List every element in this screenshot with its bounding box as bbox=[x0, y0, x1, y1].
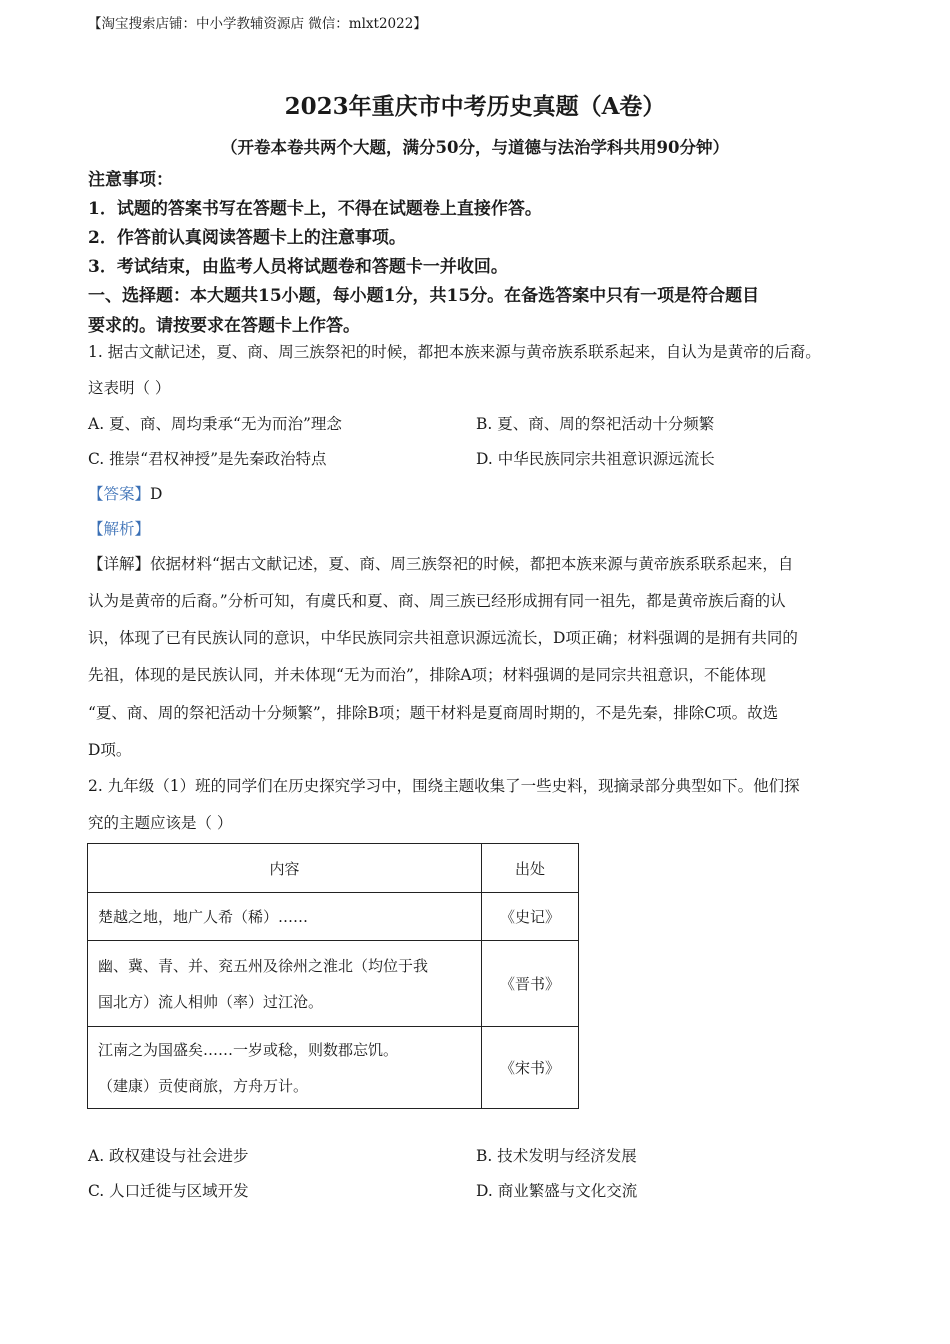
q2-option-c: C. 人口迁徙与区域开发 bbox=[88, 1182, 249, 1200]
table-cell-source: 《宋书》 bbox=[481, 1027, 578, 1109]
cell-text: （建康）贡使商旅，方舟万计。 bbox=[98, 1076, 309, 1095]
q1-stem: 这表明（ ） bbox=[88, 379, 171, 397]
page-subtitle: （开卷本卷共两个大题，满分50分，与道德与法治学科共用90分钟） bbox=[221, 138, 729, 157]
page-title: 2023年重庆市中考历史真题（A卷） bbox=[284, 93, 666, 120]
notice-item: 2．作答前认真阅读答题卡上的注意事项。 bbox=[88, 228, 406, 248]
cell-text: 江南之为国盛矣……一岁或稔，则数郡忘饥。 bbox=[98, 1040, 399, 1059]
table-cell-content bbox=[88, 893, 482, 941]
table-row bbox=[88, 941, 579, 1027]
section-instruction: 要求的。请按要求在答题卡上作答。 bbox=[88, 316, 360, 336]
answer-tag: 【答案】 bbox=[88, 485, 151, 503]
table-cell-content bbox=[88, 941, 482, 1027]
q2-option-b: B. 技术发明与经济发展 bbox=[476, 1147, 637, 1165]
section-instruction: 一、选择题：本大题共15小题，每小题1分，共15分。在备选答案中只有一项是符合题目 bbox=[88, 286, 760, 306]
analysis-tag: 【解析】 bbox=[88, 520, 151, 538]
cell-text: 幽、冀、青、并、兖五州及徐州之淮北（均位于我 bbox=[98, 956, 429, 975]
q1-option-b: B. 夏、商、周的祭祀活动十分频繁 bbox=[476, 415, 715, 433]
q1-detail-line: 先祖，体现的是民族认同，并未体现“无为而治”，排除A项；材料强调的是同宗共祖意识，不能体现 bbox=[88, 666, 767, 684]
q2-option-d: D. 商业繁盛与文化交流 bbox=[476, 1182, 638, 1200]
notice-item: 3．考试结束，由监考人员将试题卷和答题卡一并收回。 bbox=[88, 257, 508, 277]
table-header-source: 出处 bbox=[481, 844, 578, 893]
q1-option-a: A. 夏、商、周均秉承“无为而治”理念 bbox=[88, 415, 342, 433]
q1-detail-line: 识，体现了已有民族认同的意识，中华民族同宗共祖意识源远流长，D项正确；材料强调的是拥有共同的 bbox=[88, 629, 798, 647]
source-table bbox=[87, 843, 579, 1109]
header-note: 【淘宝搜索店铺：中小学教辅资源店 微信：mlxt2022】 bbox=[88, 16, 427, 32]
cell-text: 楚越之地，地广人希（稀）…… bbox=[98, 907, 309, 926]
notice-item: 1．试题的答案书写在答题卡上，不得在试题卷上直接作答。 bbox=[88, 199, 542, 219]
q1-option-d: D. 中华民族同宗共祖意识源远流长 bbox=[476, 450, 715, 468]
answer-value: D bbox=[150, 485, 163, 503]
q2-stem: 2. 九年级（1）班的同学们在历史探究学习中，围绕主题收集了一些史料，现摘录部分典型如下。他们探 bbox=[88, 777, 800, 795]
q2-stem: 究的主题应该是（ ） bbox=[88, 814, 233, 832]
q1-detail-line: “夏、商、周的祭祀活动十分频繁”，排除B项；题干材料是夏商周时期的，不是先秦，排除C项。故选 bbox=[88, 704, 779, 722]
notice-heading: 注意事项： bbox=[88, 170, 173, 190]
table-cell-content bbox=[88, 1027, 482, 1109]
table-row bbox=[88, 893, 579, 941]
q1-stem: 1. 据古文献记述，夏、商、周三族祭祀的时候，都把本族来源与黄帝族系联系起来，自认为是黄帝的后裔。 bbox=[88, 343, 821, 361]
q1-detail-line: 认为是黄帝的后裔。”分析可知，有虞氏和夏、商、周三族已经形成拥有同一祖先，都是黄帝族后裔的认 bbox=[88, 592, 786, 610]
table-cell-source: 《史记》 bbox=[481, 893, 578, 941]
q1-detail-line: D项。 bbox=[88, 741, 132, 759]
table-row bbox=[88, 1027, 579, 1109]
table-cell-source: 《晋书》 bbox=[481, 941, 578, 1027]
table-header-row bbox=[88, 844, 579, 893]
q1-option-c: C. 推崇“君权神授”是先秦政治特点 bbox=[88, 450, 327, 468]
cell-text: 国北方）流人相帅（率）过江沧。 bbox=[98, 992, 324, 1011]
q1-answer bbox=[88, 482, 162, 504]
table-header-content: 内容 bbox=[88, 844, 482, 893]
q2-option-a: A. 政权建设与社会进步 bbox=[88, 1147, 249, 1165]
q1-detail-line: 【详解】依据材料“据古文献记述，夏、商、周三族祭祀的时候，都把本族来源与黄帝族系联系起来，自 bbox=[88, 555, 794, 573]
